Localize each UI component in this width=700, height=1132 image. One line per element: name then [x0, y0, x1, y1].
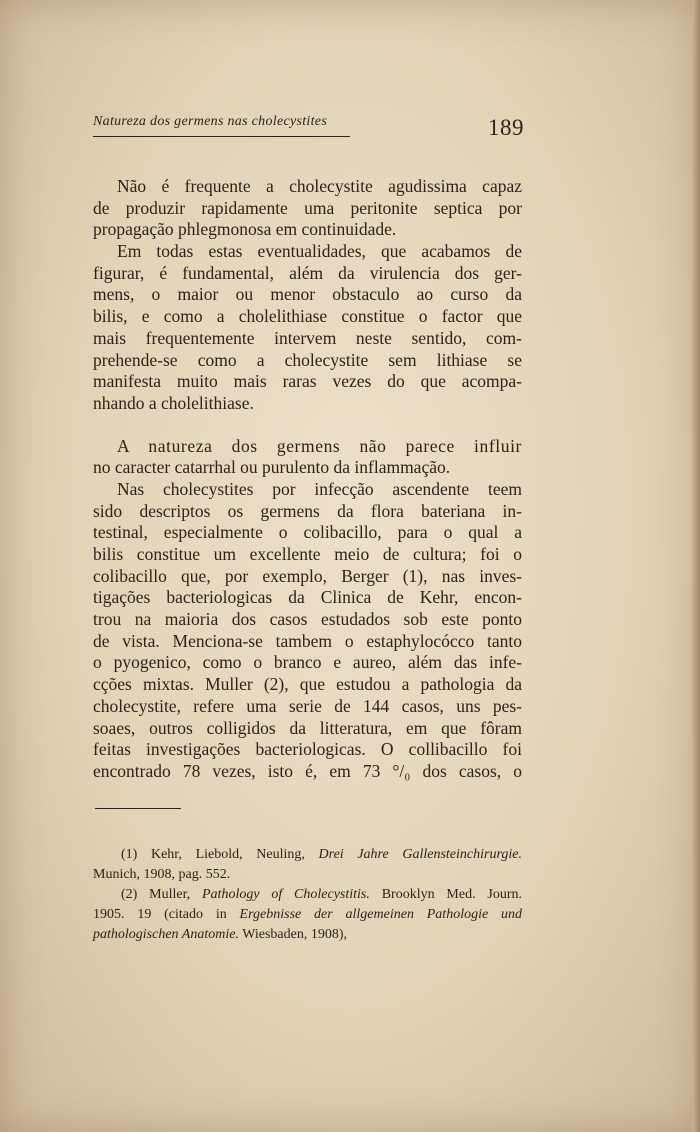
footnote-2-line	[93, 905, 522, 925]
text-line: feitas investigações bacteriologicas. O collibacillo foi	[93, 739, 522, 760]
footnote-1-line: Munich, 1908, pag. 552.	[93, 867, 231, 882]
paragraph-gap	[93, 415, 522, 436]
text-line: mais frequentemente intervem neste sentido, com-	[93, 327, 522, 348]
text-line: cholecystite, refere uma serie de 144 casos, uns pes-	[93, 695, 522, 716]
running-title: Natureza dos germens nas cholecystites	[93, 114, 328, 129]
text-line: o pyogenico, como o branco e aureo, além das infe-	[93, 652, 522, 673]
footnote-2-line	[93, 885, 522, 905]
body-text	[93, 176, 522, 783]
footnote-title: Drei Jahre Gallensteinchirurgie.	[318, 847, 522, 862]
footnote-text: (2) Muller,	[121, 887, 202, 902]
text-line: de produzir rapidamente uma peritonite septica por	[93, 197, 522, 218]
text-line: Nas cholecystites por infecção ascendente teem	[117, 478, 522, 499]
footnote-text: 1905. 19 (citado in	[93, 907, 240, 922]
text-line: nhando a cholelithiase.	[93, 392, 254, 413]
text-line: Não é frequente a cholecystite agudissima capaz	[117, 176, 522, 196]
footnote-title: Ergebnisse der allgemeinen Pathologie und	[239, 907, 523, 922]
text-line: Em todas estas eventualidades, que acabamos de	[117, 241, 522, 262]
footnote-text: (1) Kehr, Liebold, Neuling,	[121, 847, 319, 862]
text-line: testinal, especialmente o colibacillo, para o qual a	[93, 522, 522, 543]
text-line: soaes, outros colligidos da litteratura, em que fôram	[93, 717, 522, 738]
text-line: tigações bacteriologicas da Clinica de Kehr, encon-	[93, 587, 522, 608]
text-line: sido descriptos os germens da flora bateriana in-	[93, 500, 522, 521]
footnote-title: Pathology of Cholecystitis.	[202, 887, 370, 902]
footnote-rule	[95, 808, 181, 809]
text-line: cções mixtas. Muller (2), que estudou a pathologia da	[93, 674, 522, 695]
page-number: 189	[488, 115, 524, 140]
text-line: bilis constitue um excellente meio de cultura; foi o	[93, 544, 522, 564]
page-edge	[692, 0, 700, 1132]
page-header	[93, 112, 523, 142]
text-line: manifesta muito mais raras vezes do que acompa-	[93, 371, 522, 392]
footnotes	[93, 845, 522, 945]
text-line: bilis, e como a cholelithiase constitue o factor que	[93, 306, 522, 327]
text-line: prehende-se como a cholecystite sem lithiase se	[93, 349, 522, 370]
text-line: mens, o maior ou menor obstaculo ao curso da	[93, 284, 522, 305]
text-line: figurar, é fundamental, além da virulencia dos ger-	[93, 262, 522, 283]
header-rule	[93, 136, 350, 137]
footnote-1-line	[93, 845, 522, 865]
text-line: trou na maioria dos casos estudados sob este ponto	[93, 609, 522, 630]
text-line: A natureza dos germens não parece influir	[117, 435, 522, 456]
footnote-2-line	[93, 925, 522, 945]
footnote-text: Brooklyn Med. Journ.	[369, 887, 522, 902]
text-line: colibacillo que, por exemplo, Berger (1), nas inves-	[93, 565, 522, 586]
text-line: no caracter catarrhal ou purulento da inflammação.	[93, 457, 451, 478]
footnote-title: pathologischen Anatomie.	[93, 927, 239, 942]
text-line: encontrado 78 vezes, isto é, em 73 °/₀ dos casos, o	[93, 760, 522, 781]
text-line: propagação phlegmonosa em continuidade.	[93, 219, 397, 240]
text-line: de vista. Menciona-se tambem o estaphylocócco tanto	[93, 630, 522, 651]
footnote-text: Wiesbaden, 1908),	[238, 927, 347, 942]
